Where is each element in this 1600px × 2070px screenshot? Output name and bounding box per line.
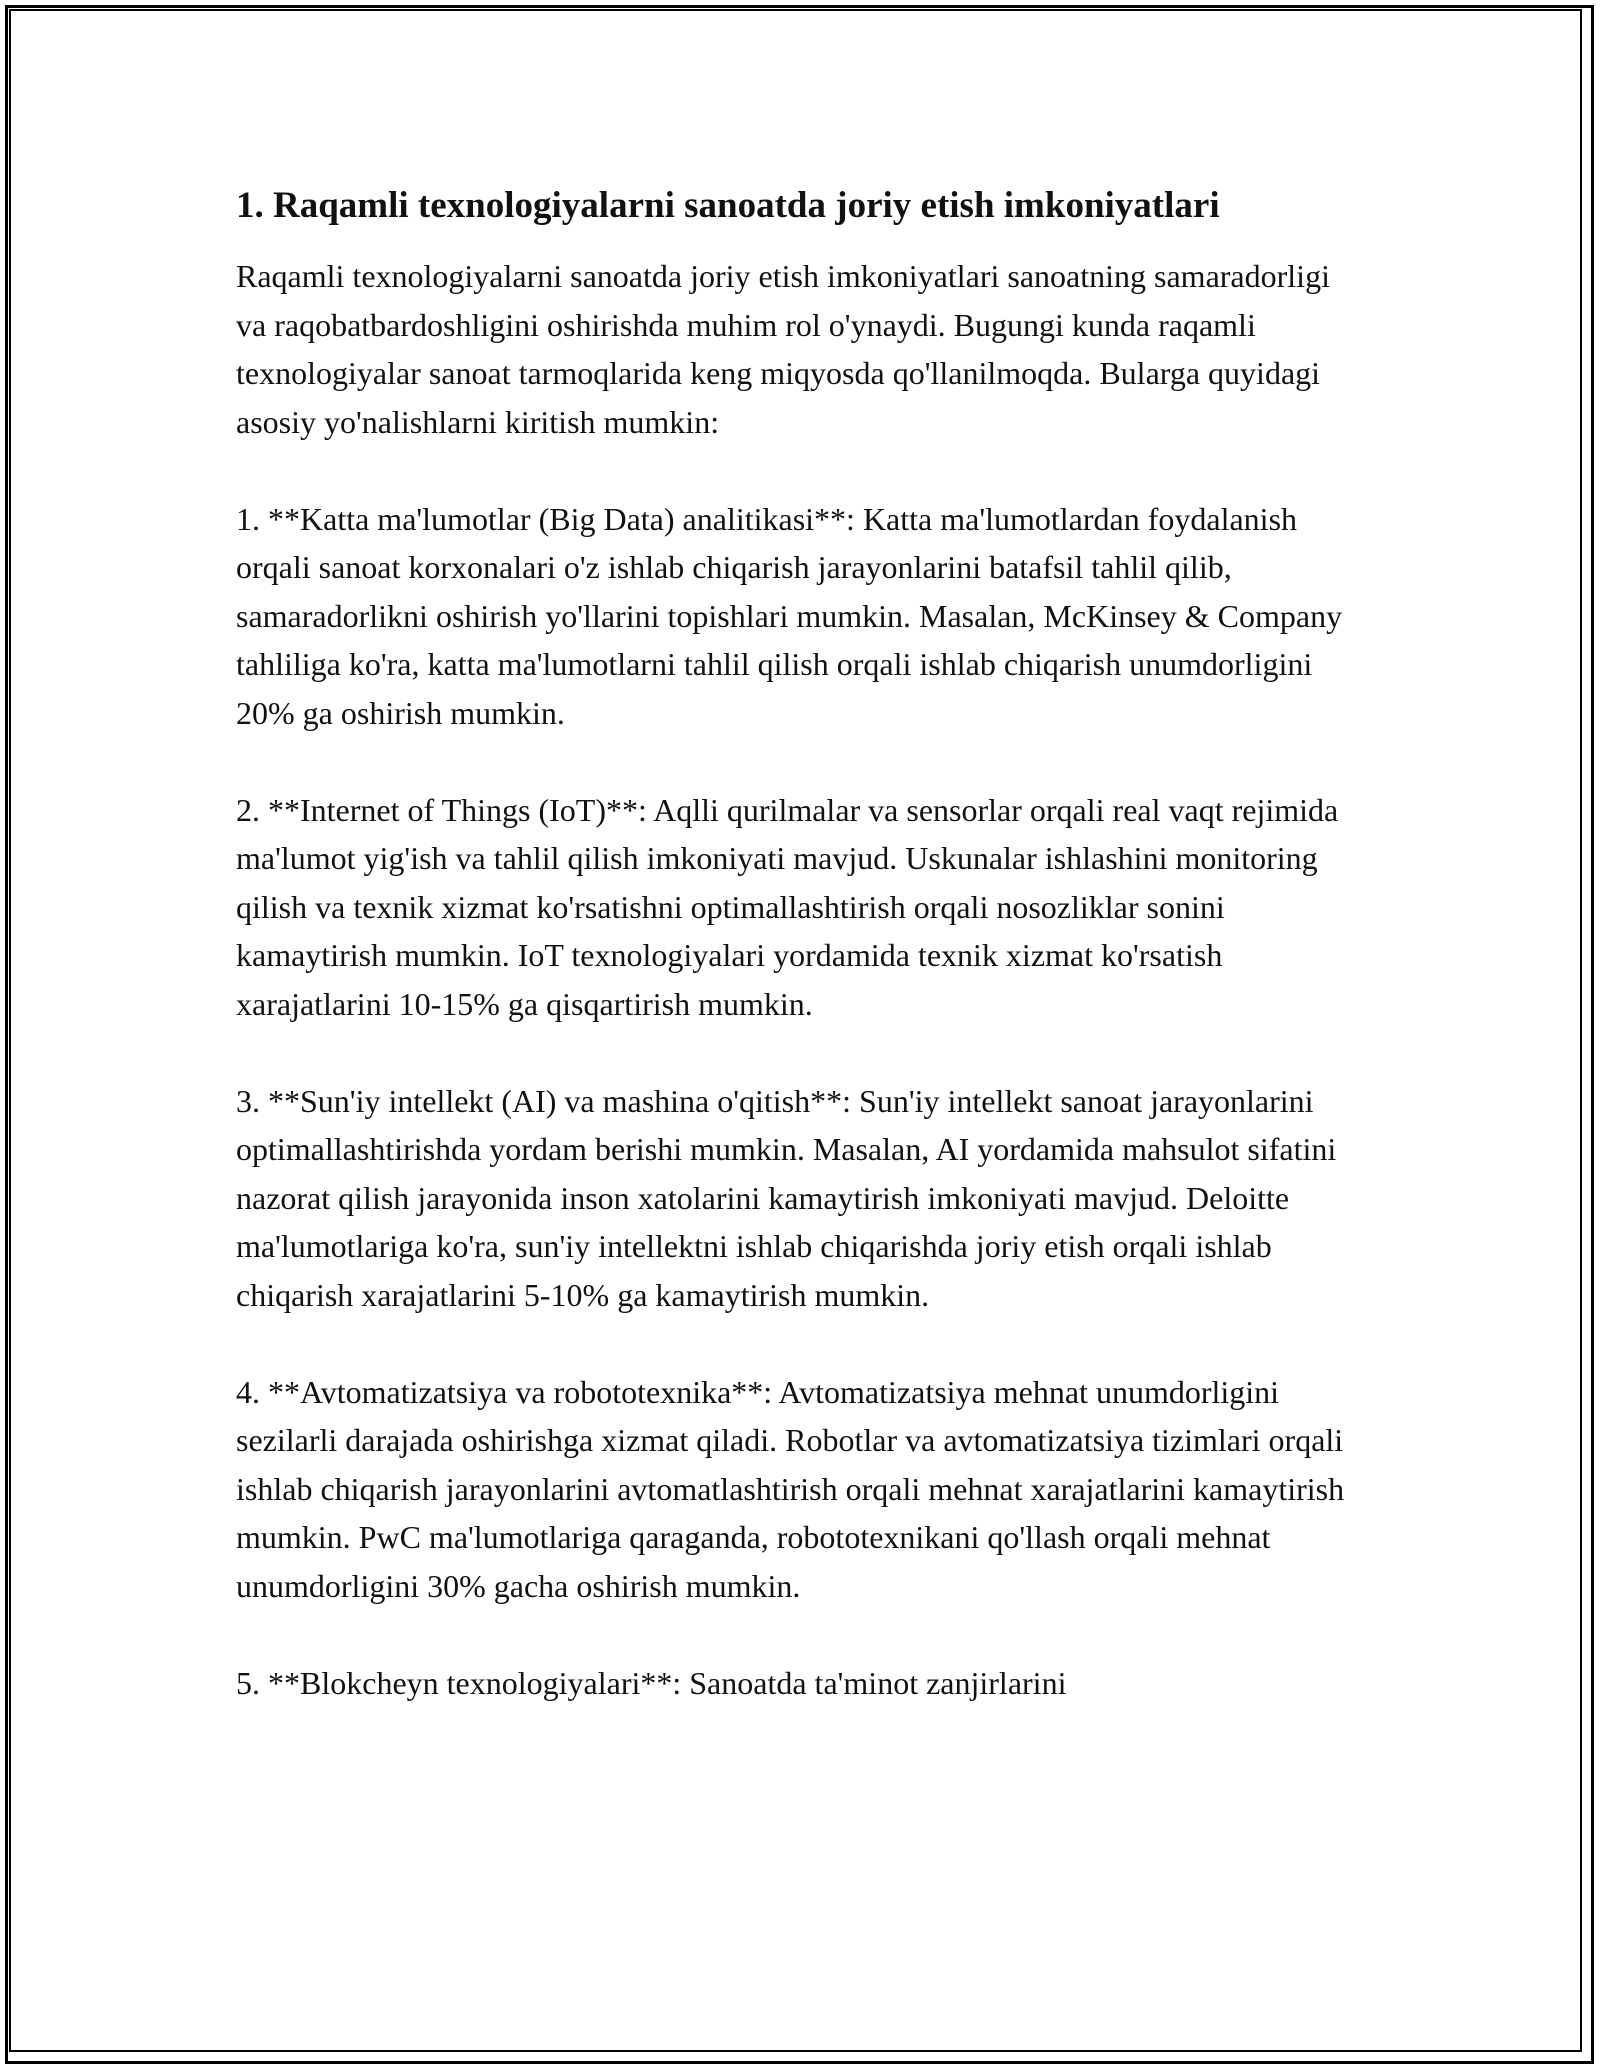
list-item-blockchain: 5. **Blokcheyn texnologiyalari**: Sanoatda ta'minot zanjirlarini: [236, 1664, 1067, 1701]
list-item-iot: 2. **Internet of Things (IoT)**: Aqlli qurilmalar va sensorlar orqali real vaqt rejimida ma'lumot yig'ish va tahlil qilish imkoniyati mavjud. Uskunalar ishlashini monitoring qilish va texnik xizmat ko'rsatishni optimallashtirish orqali nosozliklar sonini kamaytirish mumkin. IoT texnologiyalari yordamida texnik xizmat ko'rsatish xarajatlarini 10-15% ga qisqartirish mumkin.: [236, 791, 1339, 1022]
section-heading: 1. Raqamli texnologiyalarni sanoatda joriy etish imkoniyatlari: [236, 185, 1220, 226]
intro-paragraph: Raqamli texnologiyalarni sanoatda joriy etish imkoniyatlari sanoatning samaradorligi va raqobatbardoshligini oshirishda muhim rol o'ynaydi. Bugungi kunda raqamli texnologiyalar sanoat tarmoqlarida keng miqyosda qo'llanilmoqda. Bularga quyidagi asosiy yo'nalishlarni kiritish mumkin:: [236, 258, 1330, 440]
document-body: [236, 182, 1366, 1707]
list-item-big-data: 1. **Katta ma'lumotlar (Big Data) analitikasi**: Katta ma'lumotlardan foydalanish orqali sanoat korxonalari o'z ishlab chiqarish jarayonlarini batafsil tahlil qilib, samaradorlikni oshirish yo'llarini topishlari mumkin. Masalan, McKinsey & Company tahliliga ko'ra, katta ma'lumotlarni tahlil qilish orqali ishlab chiqarish unumdorligini 20% ga oshirish mumkin.: [236, 500, 1343, 731]
list-item-ai: 3. **Sun'iy intellekt (AI) va mashina o'qitish**: Sun'iy intellekt sanoat jarayonlarini optimallashtirishda yordam berishi mumkin. Masalan, AI yordamida mahsulot sifatini nazorat qilish jarayonida inson xatolarini kamaytirish imkoniyati mavjud. Deloitte ma'lumotlariga ko'ra, sun'iy intellektni ishlab chiqarishda joriy etish orqali ishlab chiqarish xarajatlarini 5-10% ga kamaytirish mumkin.: [236, 1082, 1337, 1313]
list-item-automation: 4. **Avtomatizatsiya va robototexnika**: Avtomatizatsiya mehnat unumdorligini sezilarli darajada oshirishga xizmat qiladi. Robotlar va avtomatizatsiya tizimlari orqali ishlab chiqarish jarayonlarini avtomatlashtirish orqali mehnat xarajatlarini kamaytirish mumkin. PwC ma'lumotlariga qaraganda, robototexnikani qo'llash orqali mehnat unumdorligini 30% gacha oshirish mumkin.: [236, 1373, 1345, 1604]
